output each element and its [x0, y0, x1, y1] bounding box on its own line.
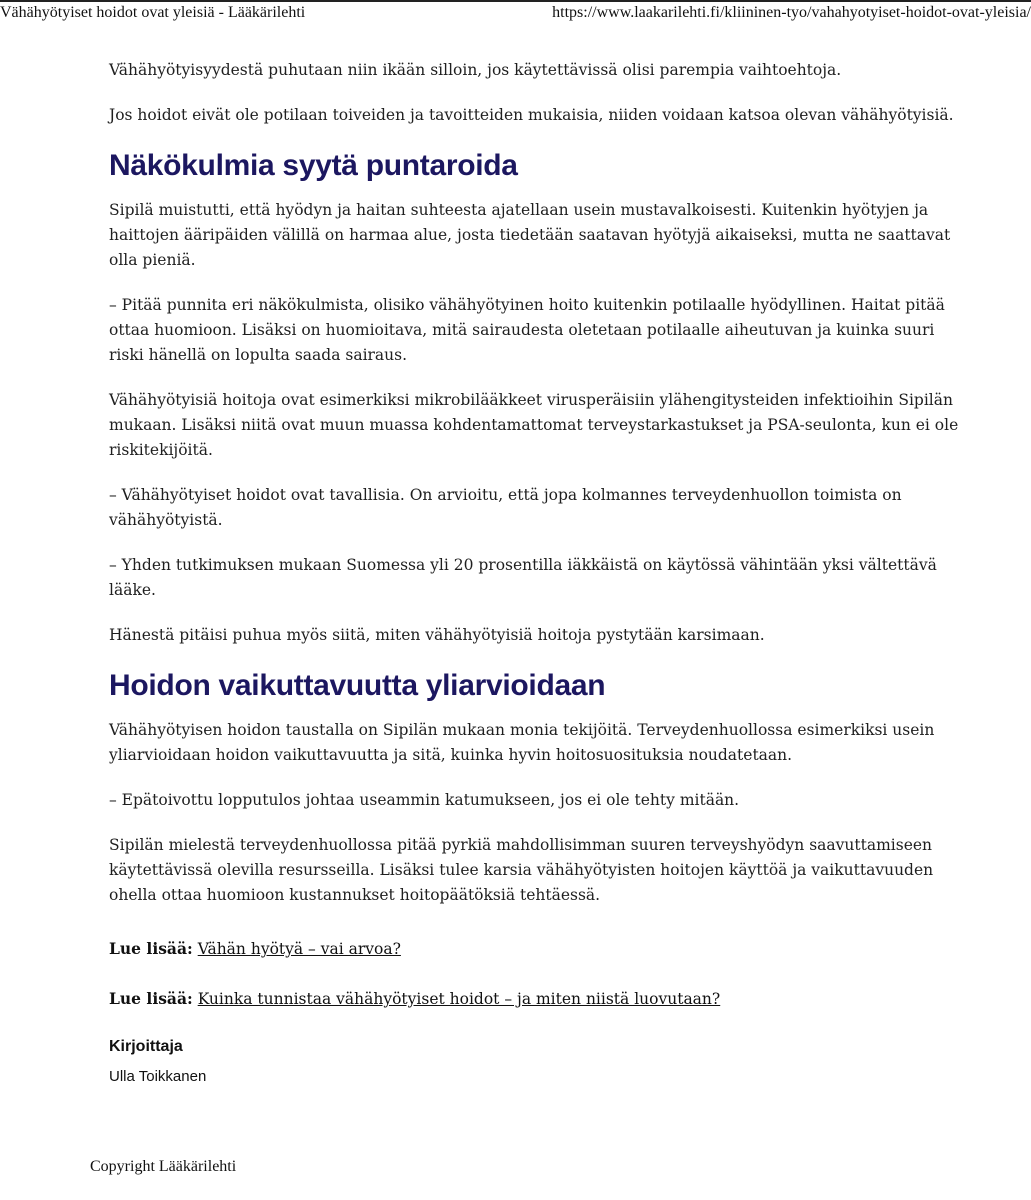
section-heading: Näkökulmia syytä puntaroida	[109, 149, 518, 182]
page-url: https://www.laakarilehti.fi/kliininen-tyo/vahahyotyiset-hoidot-ovat-yleisia/	[552, 4, 1031, 21]
page-title: Vähähyötyiset hoidot ovat yleisiä - Lääkärilehti	[0, 4, 306, 21]
paragraph: Vähähyötyisiä hoitoja ovat esimerkiksi mikrobilääkkeet virusperäisiin ylähengitysteiden infektioihin Sipilän mukaan. Lisäksi niitä ovat muun muassa kohdentamattomat terveystarkastukset ja PSA-seulonta, kun ei ole riskitekijöitä.	[109, 391, 959, 459]
paragraph: – Pitää punnita eri näkökulmista, olisiko vähähyötyinen hoito kuitenkin potilaalle hyödyllinen. Haitat pitää ottaa huomioon. Lisäksi on huomioitava, mitä sairaudesta oletetaan potilaalle aiheutuvan ja kuinka suuri riski hänellä on lopulta saada sairaus.	[109, 296, 945, 364]
paragraph: – Vähähyötyiset hoidot ovat tavallisia. On arvioitu, että jopa kolmannes terveydenhuollon toimista on vähähyötyistä.	[109, 486, 902, 529]
paragraph: Sipilän mielestä terveydenhuollossa pitää pyrkiä mahdollisimman suuren terveyshyödyn saavuttamiseen käytettävissä olevilla resursseilla. Lisäksi tulee karsia vähähyötyisten hoitojen käyttöä ja vaikuttavuuden ohella ottaa huomioon kustannukset hoitopäätöksiä tehtäessä.	[109, 836, 934, 904]
read-more-label: Lue lisää:	[109, 939, 193, 958]
section-heading: Hoidon vaikuttavuutta yliarvioidaan	[109, 669, 606, 702]
copyright: Copyright Lääkärilehti	[90, 1158, 237, 1175]
read-more-label: Lue lisää:	[109, 989, 193, 1008]
paragraph: Vähähyötyisen hoidon taustalla on Sipilän mukaan monia tekijöitä. Terveydenhuollossa esimerkiksi usein yliarvioidaan hoidon vaikuttavuutta ja sitä, kuinka hyvin hoitosuosituksia noudatetaan.	[109, 721, 935, 764]
read-more-link[interactable]: Vähän hyötyä – vai arvoa?	[197, 940, 401, 958]
author-name: Ulla Toikkanen	[109, 1068, 207, 1085]
paragraph: Hänestä pitäisi puhua myös siitä, miten vähähyötyisiä hoitoja pystytään karsimaan.	[109, 626, 765, 644]
print-header	[0, 0, 1031, 22]
paragraph: Jos hoidot eivät ole potilaan toiveiden ja tavoitteiden mukaisia, niiden voidaan katsoa olevan vähähyötyisiä.	[109, 106, 954, 124]
author-heading: Kirjoittaja	[109, 1038, 183, 1055]
paragraph: – Epätoivottu lopputulos johtaa useammin katumukseen, jos ei ole tehty mitään.	[109, 791, 740, 809]
paragraph: – Yhden tutkimuksen mukaan Suomessa yli 20 prosentilla iäkkäistä on käytössä vähintään yksi vältettävä lääke.	[109, 556, 937, 599]
read-more	[109, 936, 959, 962]
paragraph: Vähähyötyisyydestä puhutaan niin ikään silloin, jos käytettävissä olisi parempia vaihtoehtoja.	[109, 61, 842, 79]
read-more	[109, 986, 959, 1012]
read-more-link[interactable]: Kuinka tunnistaa vähähyötyiset hoidot – ja miten niistä luovutaan?	[197, 990, 721, 1008]
paragraph: Sipilä muistutti, että hyödyn ja haitan suhteesta ajatellaan usein mustavalkoisesti. Kuitenkin hyötyjen ja haittojen ääripäiden välillä on harmaa alue, josta tiedetään saatavan hyötyjä aikaiseksi, mutta ne saattavat olla pieniä.	[109, 201, 951, 269]
article-body	[109, 58, 959, 1088]
